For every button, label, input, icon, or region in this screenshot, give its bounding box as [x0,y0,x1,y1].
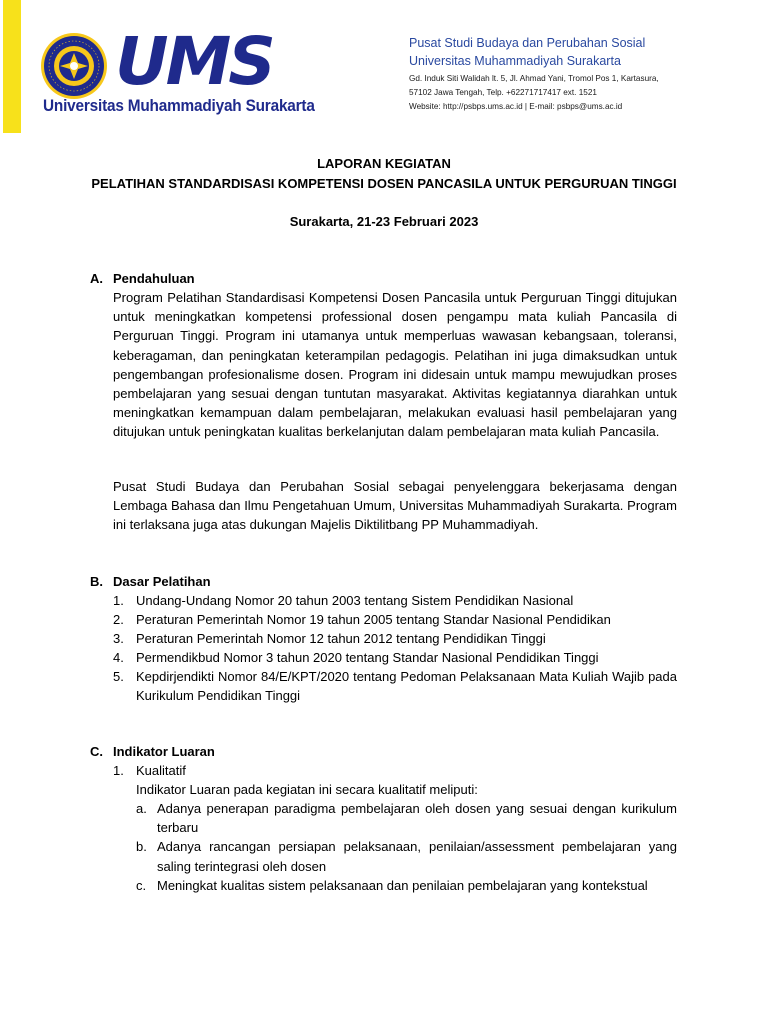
letterhead-info [409,34,709,114]
list-item [113,667,677,705]
section-title: Dasar Pelatihan [113,574,211,589]
output-indicator-list [113,761,677,799]
ums-emblem-icon [40,32,108,100]
center-university: Universitas Muhammadiyah Surakarta [409,54,621,68]
sublist-letter: b. [136,839,147,855]
section-b-heading [90,572,211,591]
university-name: Universitas Muhammadiyah Surakarta [43,97,315,115]
yellow-accent-bar [3,0,21,133]
qualitative-sublist [136,799,677,895]
sublist-text: Adanya penerapan paradigma pembelajaran oleh dosen yang sesuai dengan kurikulum terbaru [157,801,677,836]
list-item [113,648,677,667]
list-number: 1. [113,593,124,608]
list-item [113,610,677,629]
website-email-line: Website: http://psbps.ums.ac.id | E-mail: psbps@ums.ac.id [409,102,623,111]
list-number: 5. [113,669,124,685]
list-number: 2. [113,612,124,628]
list-number: 3. [113,631,124,647]
ums-logo-text: UMS [115,23,273,100]
list-text: Peraturan Pemerintah Nomor 19 tahun 2005 tentang Standar Nasional Pendidikan [136,612,611,628]
list-item [113,761,677,799]
section-a-paragraph-1: Program Pelatihan Standardisasi Kompetensi Dosen Pancasila untuk Perguruan Tinggi ditujukan untuk meningkatkan kompetensi professional dosen pengampu mata kuliah Pancasila di Perguruan Tinggi. Program ini utamanya untuk memperluas wawasan kebangsaan, toleransi, keberagaman, dan peningkatan keterampilan pedagogis. Pelatihan ini juga dimaksudkan untuk pengembangan profesionalisme dosen. Program ini didesain untuk mampu mewujudkan proses pembelajaran yang sesuai dengan tuntutan masyarakat. Aktivitas kegiatannya diarahkan untuk meningkatkan kemampuan dalam pembelajaran, melakukan evaluasi hasil pembelajaran yang ditujukan untuk peningkatan kualitas berkelanjutan dalam pembelajaran mata kuliah Pancasila. [113,290,677,440]
sublist-text: Meningkat kualitas sistem pelaksanaan dan penilaian pembelajaran yang kontekstual [157,877,648,893]
section-title: Pendahuluan [113,271,195,286]
section-title: Indikator Luaran [113,744,215,759]
phone-line: 57102 Jawa Tengah, Telp. +62271717417 ext. 1521 [409,88,597,97]
section-letter: A. [90,271,103,286]
section-c-heading [90,742,215,761]
list-text: Peraturan Pemerintah Nomor 12 tahun 2012 tentang Pendidikan Tinggi [136,631,546,647]
list-text: Permendikbud Nomor 3 tahun 2020 tentang Standar Nasional Pendidikan Tinggi [136,650,599,666]
sublist-letter: a. [136,801,147,816]
item-label: Kualitatif [136,763,186,778]
address-line: Gd. Induk Siti Walidah lt. 5, Jl. Ahmad Yani, Tromol Pos 1, Kartasura, [409,74,659,83]
center-name: Pusat Studi Budaya dan Perubahan Sosial [409,36,646,50]
list-text: Kepdirjendikti Nomor 84/E/KPT/2020 tentang Pedoman Pelaksanaan Mata Kuliah Wajib pada Kurikulum Pendidikan Tinggi [136,669,677,704]
sublist-item [136,837,677,875]
section-letter: B. [90,574,103,589]
item-intro: Indikator Luaran pada kegiatan ini secara kualitatif meliputi: [136,782,478,798]
sublist-item [136,876,677,895]
list-item [113,591,677,610]
sublist-text: Adanya rancangan persiapan pelaksanaan, penilaian/assessment pembelajaran yang saling terintegrasi oleh dosen [157,839,677,874]
sublist-item [136,799,677,837]
section-letter: C. [90,744,103,759]
report-title: LAPORAN KEGIATAN [317,156,451,171]
list-item [113,629,677,648]
list-number: 4. [113,650,124,666]
sublist-letter: c. [136,877,147,893]
training-title: PELATIHAN STANDARDISASI KOMPETENSI DOSEN PANCASILA UNTUK PERGURUAN TINGGI [91,176,677,191]
section-a-paragraph-2: Pusat Studi Budaya dan Perubahan Sosial sebagai penyelenggara bekerjasama dengan Lembaga Bahasa dan Ilmu Pengetahuan Umum, Universitas Muhammadiyah Surakarta. Program ini terlaksana juga atas dukungan Majelis Diktilitbang PP Muhammadiyah. [113,479,677,533]
list-text: Undang-Undang Nomor 20 tahun 2003 tentang Sistem Pendidikan Nasional [136,593,574,608]
list-number: 1. [113,763,124,778]
section-a-heading [90,269,195,288]
legal-basis-list [113,591,677,706]
place-date: Surakarta, 21-23 Februari 2023 [289,214,479,229]
